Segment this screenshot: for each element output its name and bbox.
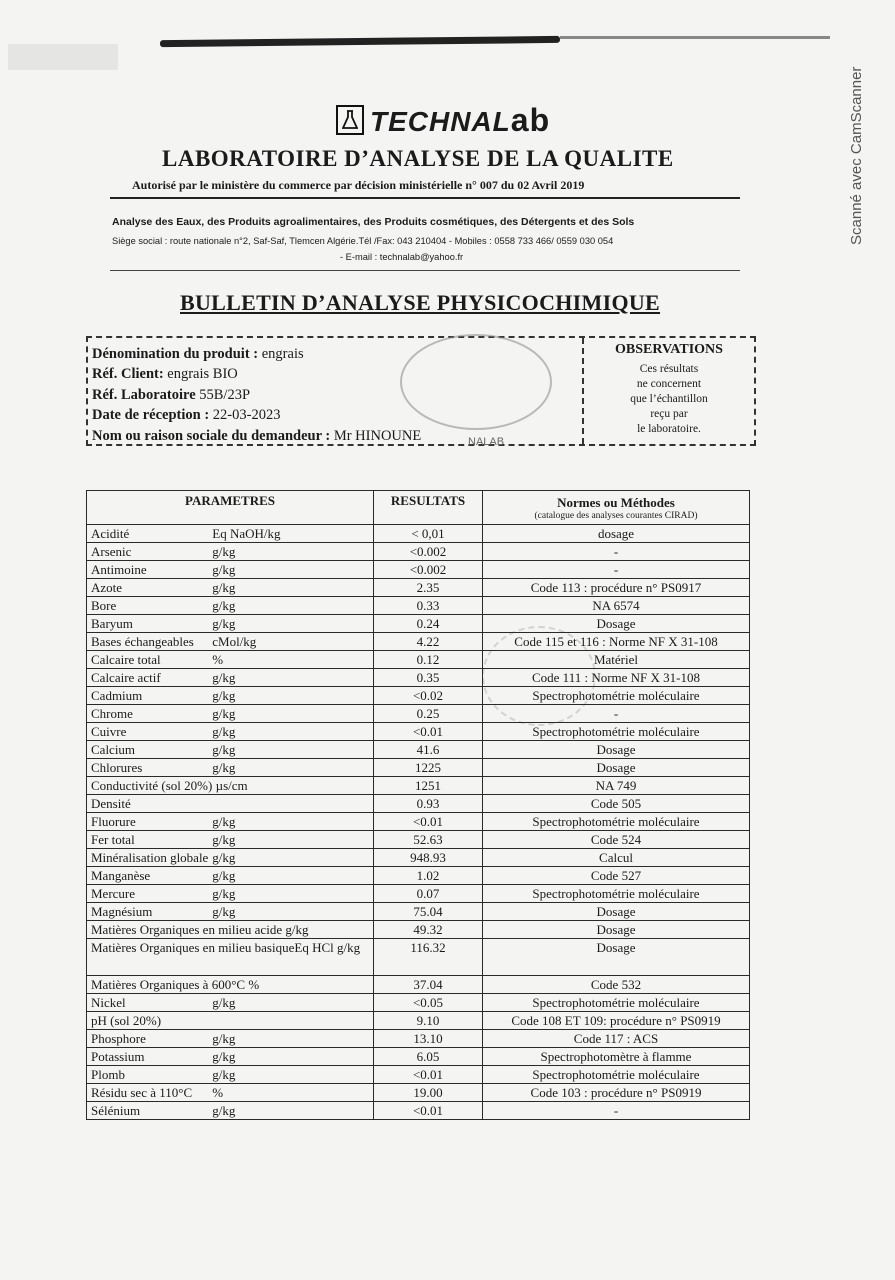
table-row: [87, 741, 750, 759]
param-cell: [87, 669, 374, 687]
date-line: Date de réception : 22-03-2023: [92, 407, 281, 424]
divider: [110, 270, 740, 271]
table-row: [87, 1030, 750, 1048]
param-cell: [87, 1102, 374, 1120]
param-name: Baryum: [91, 616, 133, 631]
param-name: Bases échangeables: [91, 634, 194, 649]
result-cell: 0.07: [374, 885, 483, 903]
param-name: Plomb: [91, 1067, 125, 1082]
result-cell: 37.04: [374, 976, 483, 994]
result-cell: <0.02: [374, 687, 483, 705]
table-row: [87, 849, 750, 867]
table-row: [87, 687, 750, 705]
norm-cell: NA 749: [483, 777, 750, 795]
norm-cell: Dosage: [483, 615, 750, 633]
scan-shadow: [8, 44, 118, 70]
param-unit: g/kg: [212, 904, 236, 919]
lab-logo: [336, 103, 550, 137]
param-cell: [87, 903, 374, 921]
param-cell: [87, 777, 374, 795]
norm-cell: Code 505: [483, 795, 750, 813]
param-unit: g/kg: [212, 868, 236, 883]
observations: [588, 342, 750, 437]
param-name: Nickel: [91, 995, 126, 1010]
result-cell: 9.10: [374, 1012, 483, 1030]
param-cell: [87, 579, 374, 597]
observation-line: le laboratoire.: [637, 423, 701, 435]
norm-cell: Spectrophotométrie moléculaire: [483, 687, 750, 705]
norm-cell: Spectrophotométrie moléculaire: [483, 1066, 750, 1084]
result-cell: 52.63: [374, 831, 483, 849]
norm-cell: Spectrophotomètre à flamme: [483, 1048, 750, 1066]
param-cell: [87, 1084, 374, 1102]
param-unit: g/kg: [212, 724, 236, 739]
norm-cell: Spectrophotométrie moléculaire: [483, 723, 750, 741]
param-cell: [87, 1048, 374, 1066]
param-unit: g/kg: [212, 832, 236, 847]
param-unit: g/kg: [212, 742, 236, 757]
result-cell: 0.35: [374, 669, 483, 687]
norm-cell: -: [483, 561, 750, 579]
result-cell: 0.24: [374, 615, 483, 633]
table-row: [87, 1012, 750, 1030]
param-unit: g/kg: [212, 760, 236, 775]
param-cell: [87, 885, 374, 903]
ref-lab-line: Réf. Laboratoire 55B/23P: [92, 386, 251, 403]
table-row: [87, 759, 750, 777]
result-cell: <0.05: [374, 994, 483, 1012]
param-name: Densité: [91, 796, 131, 811]
param-cell: [87, 976, 374, 994]
table-row: [87, 633, 750, 651]
result-cell: <0.01: [374, 723, 483, 741]
observations-body: [588, 362, 750, 437]
ref-client-line: Réf. Client: engrais BIO: [92, 366, 238, 383]
norm-cell: -: [483, 705, 750, 723]
param-name: Sélénium: [91, 1103, 141, 1118]
table-row: [87, 543, 750, 561]
lab-stamp: [400, 334, 552, 430]
scan-watermark: Scanné avec CamScanner: [848, 66, 865, 245]
table-row: [87, 831, 750, 849]
param-name: Calcium: [91, 742, 136, 757]
norm-cell: Dosage: [483, 759, 750, 777]
param-unit: %: [248, 977, 260, 992]
result-cell: <0.01: [374, 1102, 483, 1120]
param-cell: [87, 759, 374, 777]
param-unit: g/kg: [212, 814, 236, 829]
result-cell: 1225: [374, 759, 483, 777]
param-cell: [87, 849, 374, 867]
header-norm: Normes ou Méthodes (catalogue des analyses courantes CIRAD): [483, 491, 750, 525]
param-unit: cMol/kg: [212, 634, 257, 649]
param-cell: [87, 921, 374, 939]
param-cell: [87, 597, 374, 615]
param-name: pH (sol 20%): [91, 1013, 162, 1028]
norm-cell: Code 532: [483, 976, 750, 994]
table-row: [87, 723, 750, 741]
result-cell: 4.22: [374, 633, 483, 651]
table-row: [87, 669, 750, 687]
table-row: [87, 651, 750, 669]
param-unit: g/kg: [212, 1031, 236, 1046]
param-name: Chrome: [91, 706, 133, 721]
table-row: [87, 994, 750, 1012]
table-row: [87, 903, 750, 921]
table-header-row: [87, 491, 750, 525]
param-unit: g/kg: [212, 1103, 236, 1118]
norm-cell: Dosage: [483, 921, 750, 939]
param-unit: g/kg: [212, 544, 236, 559]
divider: [110, 197, 740, 199]
param-name: Chlorures: [91, 760, 143, 775]
param-name: Matières Organiques en milieu basiqueEq HCl: [91, 940, 334, 955]
param-unit: g/kg: [212, 598, 236, 613]
result-cell: <0.002: [374, 543, 483, 561]
norm-cell: Calcul: [483, 849, 750, 867]
param-name: Cuivre: [91, 724, 127, 739]
document-title: BULLETIN D’ANALYSE PHYSICOCHIMIQUE: [180, 290, 661, 315]
param-name: Bore: [91, 598, 117, 613]
demandeur-line: Nom ou raison sociale du demandeur : Mr HINOUNE: [92, 427, 422, 444]
param-name: Calcaire actif: [91, 670, 161, 685]
table-row: [87, 1048, 750, 1066]
param-name: Cadmium: [91, 688, 143, 703]
param-name: Arsenic: [91, 544, 132, 559]
result-cell: 6.05: [374, 1048, 483, 1066]
result-cell: 1251: [374, 777, 483, 795]
result-cell: <0.002: [374, 561, 483, 579]
flask-icon: [336, 105, 364, 135]
norm-cell: Code 113 : procédure n° PS0917: [483, 579, 750, 597]
observation-line: reçu par: [650, 408, 688, 420]
table-row: [87, 1102, 750, 1120]
param-name: Matières Organiques à 600°C: [91, 977, 246, 992]
param-cell: [87, 651, 374, 669]
result-cell: 49.32: [374, 921, 483, 939]
param-unit: Eq NaOH/kg: [212, 526, 281, 541]
param-unit: g/kg: [285, 922, 309, 937]
norm-cell: NA 6574: [483, 597, 750, 615]
result-cell: 2.35: [374, 579, 483, 597]
table-row: [87, 867, 750, 885]
norm-cell: Code 117 : ACS: [483, 1030, 750, 1048]
table-row: [87, 597, 750, 615]
result-cell: 948.93: [374, 849, 483, 867]
param-name: Potassium: [91, 1049, 145, 1064]
result-cell: <0.01: [374, 1066, 483, 1084]
email-text: - E-mail : technalab@yahoo.fr: [340, 252, 464, 262]
param-name: Fer total: [91, 832, 135, 847]
scan-edge-line: [160, 36, 560, 47]
param-cell: [87, 633, 374, 651]
param-unit: g/kg: [212, 670, 236, 685]
param-unit: %: [212, 652, 224, 667]
result-cell: 0.25: [374, 705, 483, 723]
param-unit: g/kg: [212, 688, 236, 703]
param-unit: g/kg: [212, 1049, 236, 1064]
norm-cell: -: [483, 1102, 750, 1120]
address-text: Siège social : route nationale n°2, Saf-Saf, Tlemcen Algérie.Tél /Fax: 043 210404 - Mobiles : 0558 733 466/ 0559 030 054: [112, 236, 614, 246]
stamp-text: NALAB: [468, 436, 505, 448]
param-name: Minéralisation globale: [91, 850, 209, 865]
table-row: [87, 705, 750, 723]
param-unit: g/kg: [212, 995, 236, 1010]
param-name: Azote: [91, 580, 123, 595]
observation-line: ne concernent: [636, 378, 702, 390]
header-result: RESULTATS: [374, 491, 483, 525]
result-cell: 0.93: [374, 795, 483, 813]
table-row: [87, 921, 750, 939]
table-row: [87, 615, 750, 633]
result-cell: 0.12: [374, 651, 483, 669]
norm-cell: Dosage: [483, 939, 750, 976]
param-name: Matières Organiques en milieu acide: [91, 922, 283, 937]
param-cell: [87, 687, 374, 705]
param-name: Magnésium: [91, 904, 153, 919]
lab-title: LABORATOIRE D’ANALYSE DE LA QUALITE: [162, 146, 674, 171]
result-cell: 41.6: [374, 741, 483, 759]
param-cell: [87, 1012, 374, 1030]
param-unit: g/kg: [212, 850, 236, 865]
observations-title: OBSERVATIONS: [615, 342, 723, 357]
param-name: Conductivité (sol 20%): [91, 778, 213, 793]
param-cell: [87, 543, 374, 561]
param-name: Phosphore: [91, 1031, 146, 1046]
param-cell: [87, 525, 374, 543]
result-cell: <0.01: [374, 813, 483, 831]
param-unit: g/kg: [212, 616, 236, 631]
param-cell: [87, 1066, 374, 1084]
param-cell: [87, 867, 374, 885]
param-name: Manganèse: [91, 868, 151, 883]
norm-cell: Code 527: [483, 867, 750, 885]
param-cell: [87, 705, 374, 723]
param-cell: [87, 813, 374, 831]
norm-cell: Spectrophotométrie moléculaire: [483, 813, 750, 831]
param-unit: g/kg: [212, 1067, 236, 1082]
norm-cell: Dosage: [483, 741, 750, 759]
param-name: Résidu sec à 110°C: [91, 1085, 193, 1100]
info-separator: [582, 338, 584, 444]
param-cell: [87, 561, 374, 579]
result-cell: 1.02: [374, 867, 483, 885]
norm-cell: Spectrophotométrie moléculaire: [483, 885, 750, 903]
norm-cell: Dosage: [483, 903, 750, 921]
param-cell: [87, 795, 374, 813]
param-cell: [87, 994, 374, 1012]
authorization-text: Autorisé par le ministère du commerce par décision ministérielle n° 007 du 02 Avril 2019: [132, 178, 585, 192]
table-row: [87, 579, 750, 597]
param-unit: µs/cm: [215, 778, 248, 793]
param-unit: g/kg: [212, 886, 236, 901]
param-unit: g/kg: [336, 940, 361, 955]
observation-line: Ces résultats: [639, 363, 699, 375]
param-name: Acidité: [91, 526, 130, 541]
norm-cell: Code 103 : procédure n° PS0919: [483, 1084, 750, 1102]
table-row: [87, 525, 750, 543]
sample-info-lines: [92, 344, 421, 446]
param-unit: g/kg: [212, 580, 236, 595]
table-row: [87, 561, 750, 579]
result-cell: 75.04: [374, 903, 483, 921]
param-name: Fluorure: [91, 814, 136, 829]
norm-cell: Code 524: [483, 831, 750, 849]
param-unit: g/kg: [212, 562, 236, 577]
param-unit: %: [212, 1085, 224, 1100]
denomination-line: Dénomination du produit : engrais: [92, 346, 304, 362]
result-cell: 116.32: [374, 939, 483, 976]
result-cell: 0.33: [374, 597, 483, 615]
table-row: [87, 813, 750, 831]
table-row: [87, 777, 750, 795]
result-cell: 19.00: [374, 1084, 483, 1102]
table-row: [87, 795, 750, 813]
param-name: Calcaire total: [91, 652, 161, 667]
param-cell: [87, 939, 374, 976]
norm-cell: dosage: [483, 525, 750, 543]
results-table: [86, 490, 750, 1120]
result-cell: 13.10: [374, 1030, 483, 1048]
param-cell: [87, 615, 374, 633]
norm-cell: Matériel: [483, 651, 750, 669]
param-cell: [87, 831, 374, 849]
param-cell: [87, 1030, 374, 1048]
param-cell: [87, 741, 374, 759]
table-row: [87, 1066, 750, 1084]
param-unit: g/kg: [212, 706, 236, 721]
table-row: [87, 939, 750, 976]
param-cell: [87, 723, 374, 741]
scan-edge-line-2: [560, 36, 830, 39]
param-name: Mercure: [91, 886, 136, 901]
table-row: [87, 885, 750, 903]
observation-line: que l’échantillon: [630, 393, 708, 405]
norm-cell: Code 108 ET 109: procédure n° PS0919: [483, 1012, 750, 1030]
activities-text: Analyse des Eaux, des Produits agroalimentaires, des Produits cosmétiques, des Détergents et des Sols: [112, 216, 635, 228]
header-param: PARAMETRES: [87, 491, 374, 525]
result-cell: < 0,01: [374, 525, 483, 543]
norm-cell: Spectrophotométrie moléculaire: [483, 994, 750, 1012]
table-row: [87, 1084, 750, 1102]
norm-cell: Code 111 : Norme NF X 31-108: [483, 669, 750, 687]
brand-name: TECHNALab: [370, 101, 551, 138]
norm-cell: Code 115 et 116 : Norme NF X 31-108: [483, 633, 750, 651]
param-name: Antimoine: [91, 562, 147, 577]
table-row: [87, 976, 750, 994]
norm-cell: -: [483, 543, 750, 561]
